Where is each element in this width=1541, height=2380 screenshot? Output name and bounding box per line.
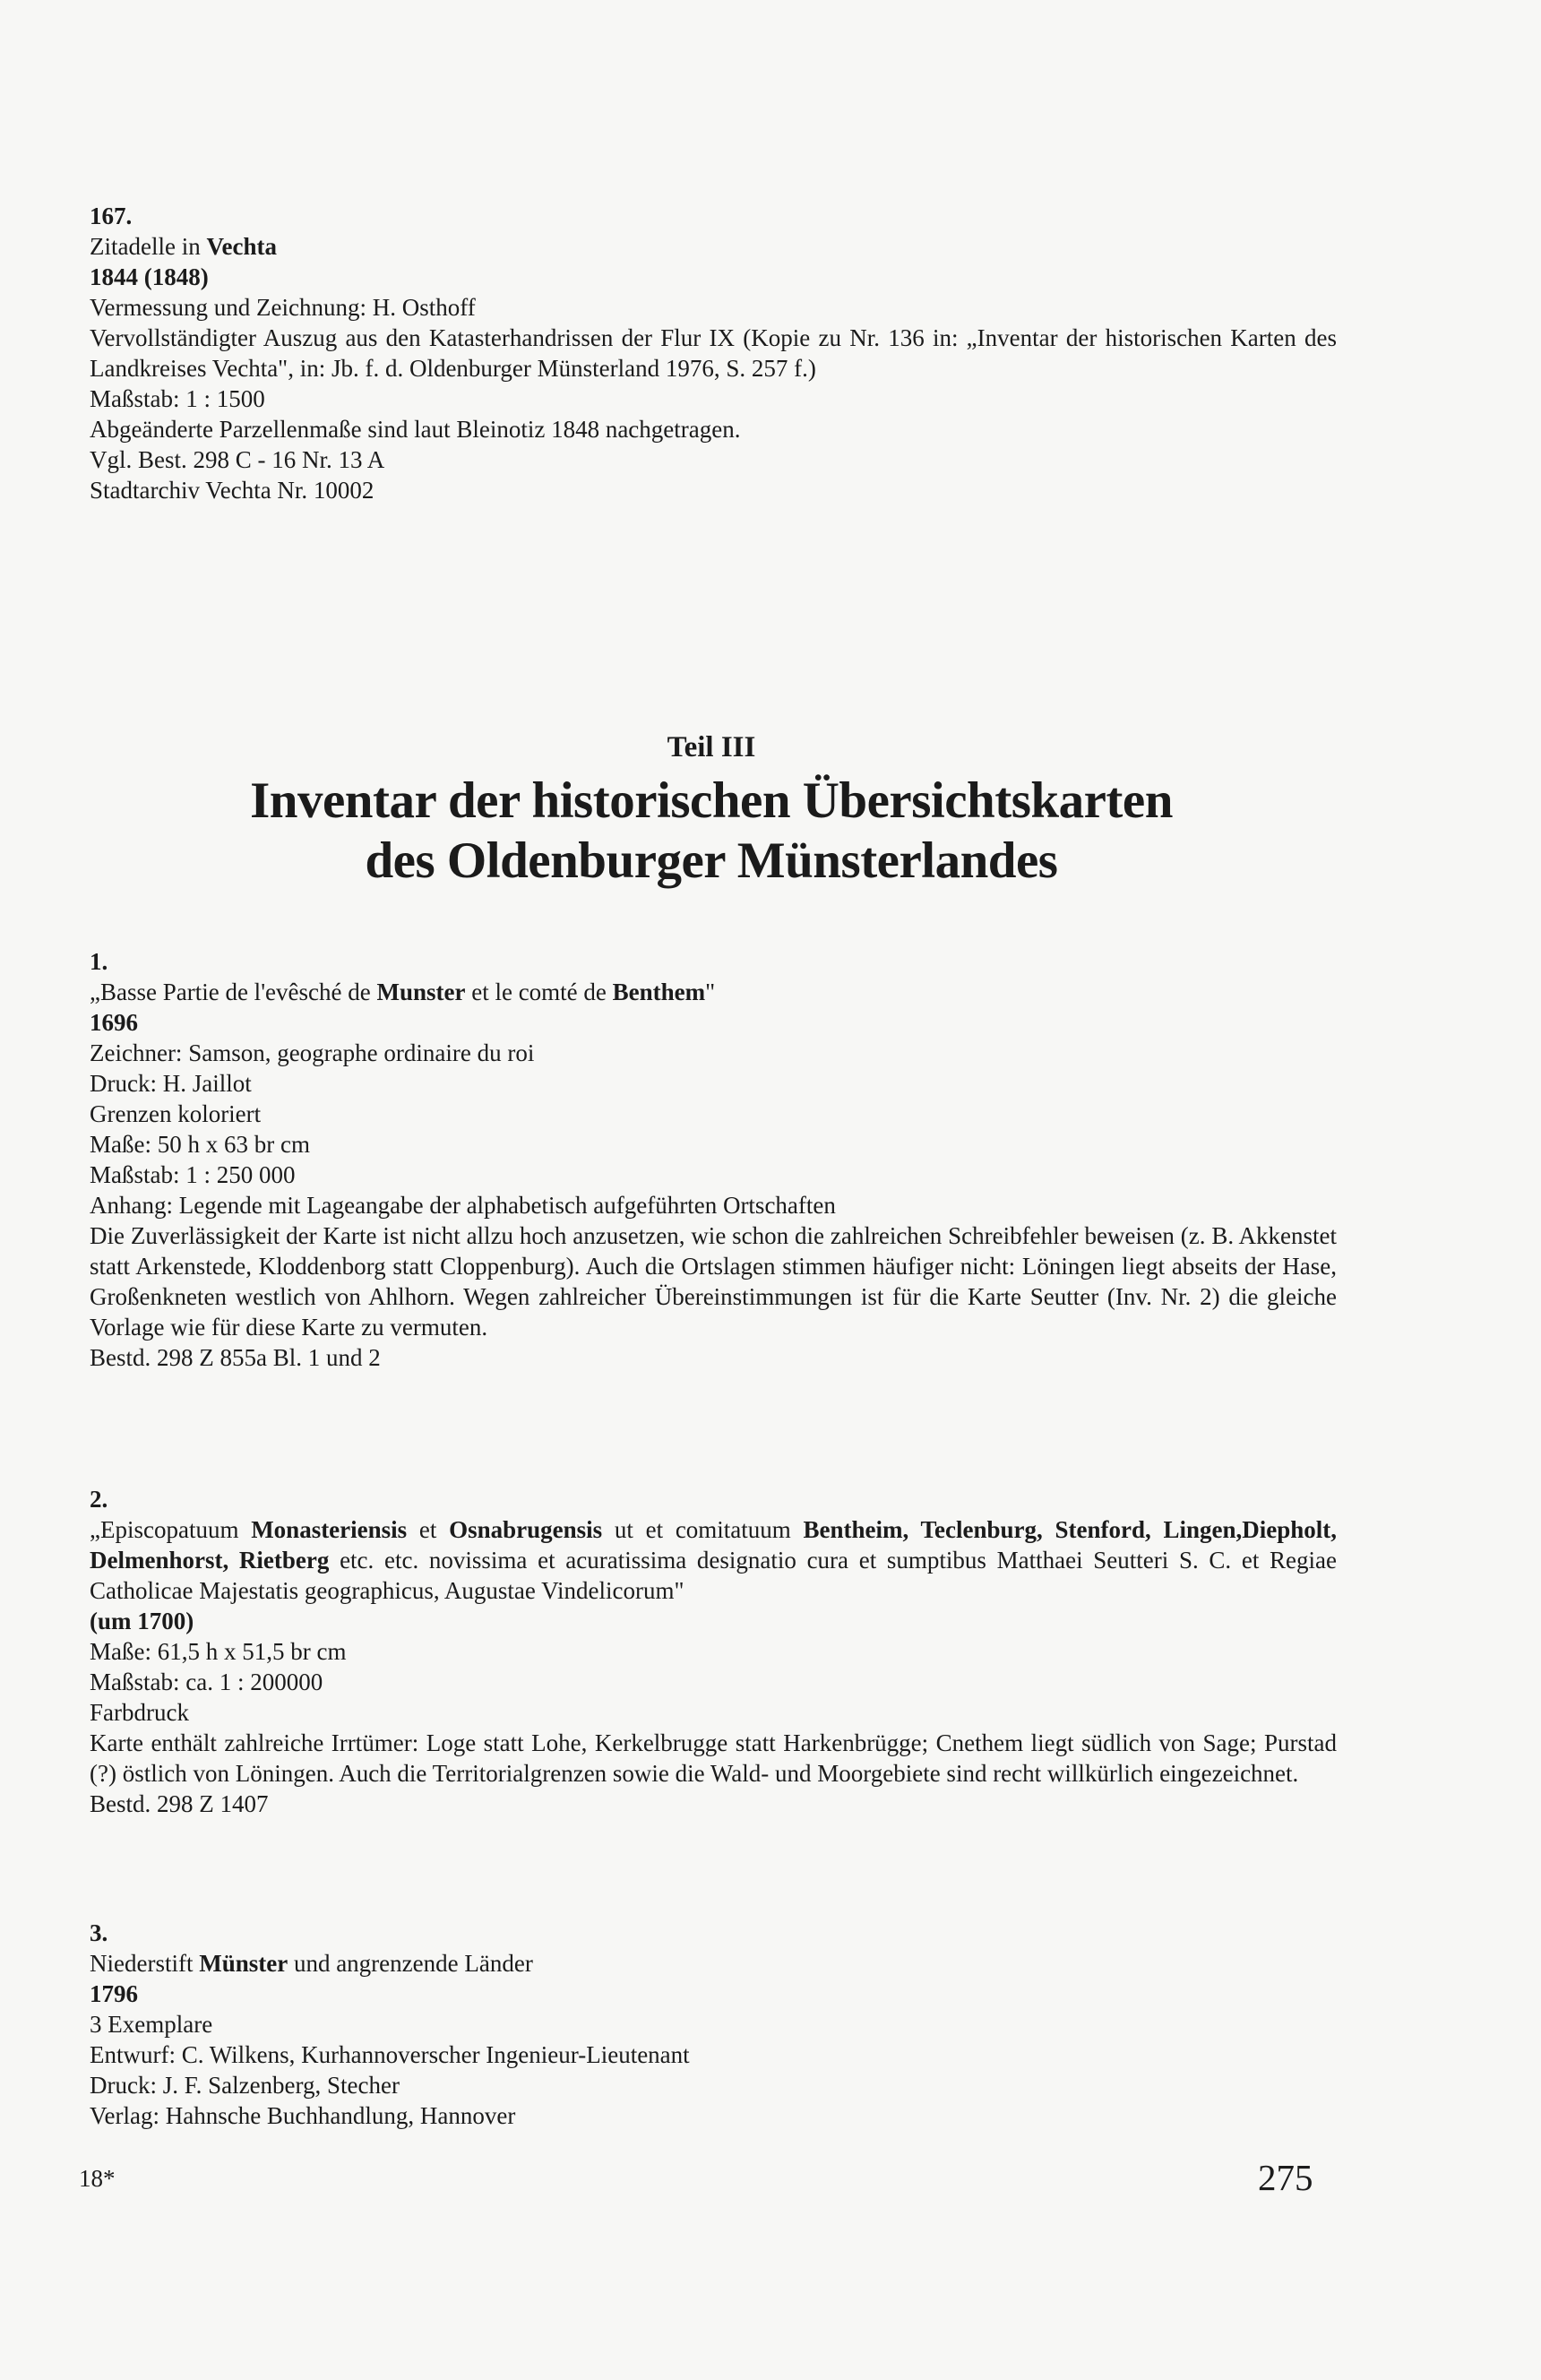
entry-title: Niederstift Münster und angrenzende Länder [90,1950,533,1977]
entry-line: Maßstab: 1 : 1500 [90,385,265,412]
entry-line: Vervollständigter Auszug aus den Katasterhandrissen der Flur IX (Kopie zu Nr. 136 in: „Inventar der historischen Karten des Landkreises Vechta", in: Jb. f. d. Oldenburger Münsterland 1976, S. 257 f.) [90,324,1337,382]
entry-signature: Bestd. 298 Z 855a Bl. 1 und 2 [90,1344,381,1371]
entry-line: Grenzen koloriert [90,1100,262,1127]
entry-title: „Basse Partie de l'evêsché de Munster et le comté de Benthem" [90,979,716,1005]
entry-number: 1. [90,948,108,975]
entry-line: Druck: J. F. Salzenberg, Stecher [90,2072,400,2099]
entry-line: Zeichner: Samson, geographe ordinaire du roi [90,1039,535,1066]
part-title-line-1: Inventar der historischen Übersichtskarten [250,772,1173,829]
entry-line: 3 Exemplare [90,2011,213,2038]
entry-number: 167. [90,203,133,229]
entry-title: „Episcopatuum Monasteriensis et Osnabrugensis ut et comitatuum Bentheim, Teclenburg, Stenford, Lingen,Diepholt, Delmenhorst, Rietberg etc. etc. novissima et acuratissima designatio cura et sumptibus Matthaei Seutteri S. C. et Regiae Catholicae Majestatis geographicus, Augustae Vindelicorum" [90,1516,1337,1604]
entry-line: Druck: H. Jaillot [90,1070,252,1097]
entry-paragraph: Karte enthält zahlreiche Irrtümer: Loge statt Lohe, Kerkelbrugge statt Harkenbrügge; Cnethem liegt südlich von Sage; Purstad (?) östlich von Löningen. Auch die Territorialgrenzen sowie die Wald- und Moorgebiete sind recht willkürlich eingezeichnet. [90,1729,1337,1787]
page-number: 275 [1258,2157,1313,2198]
entry-line: Entwurf: C. Wilkens, Kurhannoverscher Ingenieur-Lieutenant [90,2041,690,2068]
entry-line: Maßstab: 1 : 250 000 [90,1161,296,1188]
entry-title: Zitadelle in Vechta [90,233,277,260]
part-title [0,771,1423,891]
entry-line: Maßstab: ca. 1 : 200000 [90,1669,323,1695]
entry-year: 1696 [90,1009,138,1036]
signature-mark: 18* [79,2165,116,2192]
entry-year: 1844 (1848) [90,263,209,290]
entry-line: Stadtarchiv Vechta Nr. 10002 [90,477,374,504]
entry-line: Verlag: Hahnsche Buchhandlung, Hannover [90,2102,516,2129]
entry-167 [90,201,1337,505]
entry-line: Abgeänderte Parzellenmaße sind laut Bleinotiz 1848 nachgetragen. [90,416,741,443]
entry-number: 3. [90,1919,108,1946]
entry-line: Vgl. Best. 298 C - 16 Nr. 13 A [90,446,385,473]
entry-line: Farbdruck [90,1699,189,1726]
entry-line: Vermessung und Zeichnung: H. Osthoff [90,294,476,321]
entry-year: (um 1700) [90,1608,194,1634]
entry-2 [90,1484,1337,1819]
entry-line: Maße: 50 h x 63 br cm [90,1131,310,1158]
entry-year: 1796 [90,1980,138,2007]
entry-line: Anhang: Legende mit Lageangabe der alphabetisch aufgeführten Ortschaften [90,1192,836,1219]
entry-paragraph: Die Zuverlässigkeit der Karte ist nicht allzu hoch anzusetzen, wie schon die zahlreichen Schreibfehler beweisen (z. B. Akkenstet statt Arkenstede, Kloddenborg statt Cloppenburg). Auch die Ortslagen stimmen häufiger nicht: Löningen liegt abseits der Hase, Großenkneten westlich von Ahlhorn. Wegen zahlreicher Übereinstimmungen ist für die Karte Seutter (Inv. Nr. 2) die gleiche Vorlage wie für diese Karte zu vermuten. [90,1222,1337,1341]
part-title-line-2: des Oldenburger Münsterlandes [365,832,1058,889]
entry-signature: Bestd. 298 Z 1407 [90,1790,269,1817]
entry-number: 2. [90,1486,108,1513]
entry-1 [90,946,1337,1373]
entry-line: Maße: 61,5 h x 51,5 br cm [90,1638,347,1665]
part-label: Teil III [667,731,756,763]
entry-3 [90,1918,1337,2131]
